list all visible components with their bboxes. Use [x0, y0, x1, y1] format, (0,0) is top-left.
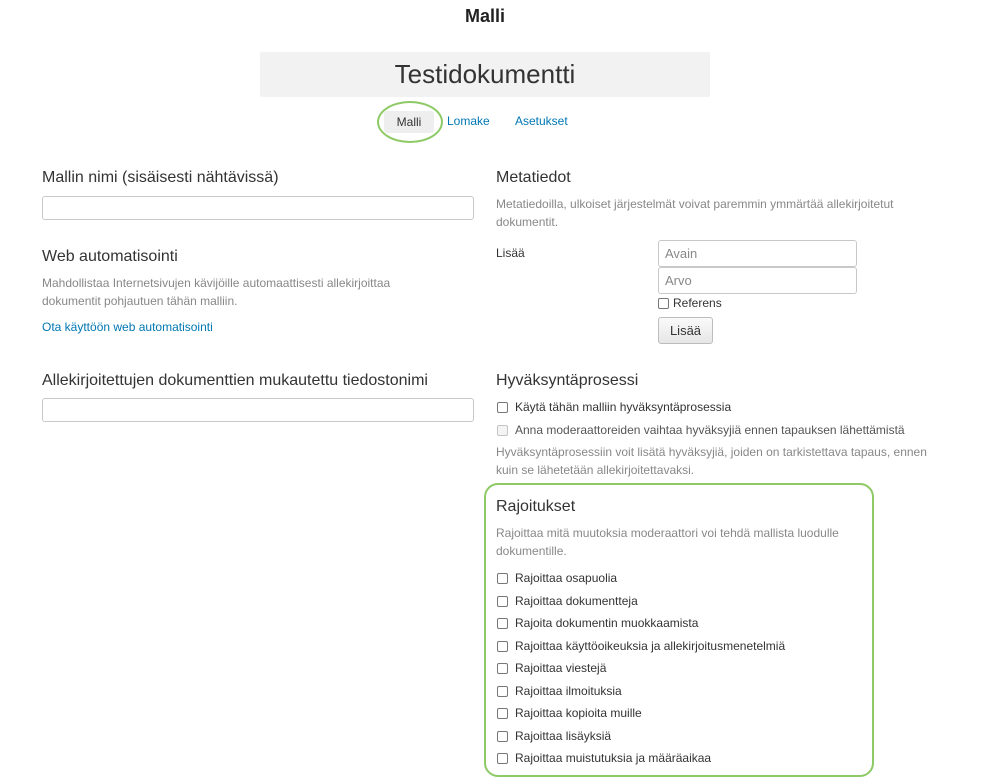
restriction-label: Rajoittaa lisäyksiä — [515, 729, 612, 743]
enable-web-automation-link[interactable]: Ota käyttöön web automatisointi — [42, 320, 213, 334]
restriction-label: Rajoita dokumentin muokkaamista — [515, 616, 699, 630]
approval-description: Hyväksyntäprosessiin voit lisätä hyväksyjiä, joiden on tarkistettava tapaus, ennen kuin se lähetetään allekirjoitettavaksi. — [496, 445, 927, 477]
restriction-label: Rajoittaa käyttöoikeuksia ja allekirjoitusmenetelmiä — [515, 639, 786, 653]
reference-option — [658, 296, 722, 310]
restriction-label: Rajoittaa kopioita muille — [515, 706, 642, 720]
approval-enable-checkbox[interactable] — [497, 402, 508, 413]
restriction-checkbox[interactable] — [497, 753, 508, 764]
restrictions-title: Rajoitukset — [496, 498, 576, 515]
restriction-option — [497, 706, 642, 720]
restriction-checkbox[interactable] — [497, 663, 508, 674]
restriction-checkbox[interactable] — [497, 708, 508, 719]
approval-title: Hyväksyntäprosessi — [496, 372, 639, 389]
metadata-add-button[interactable]: Lisää — [658, 317, 713, 344]
custom-filename-input[interactable] — [42, 398, 474, 422]
restriction-option — [497, 571, 617, 585]
restriction-label: Rajoittaa ilmoituksia — [515, 684, 622, 698]
reference-label: Referens — [673, 296, 722, 310]
metadata-description: Metatiedoilla, ulkoiset järjestelmät voivat paremmin ymmärtää allekirjoitetut dokumentit. — [496, 197, 894, 229]
approval-moderators-checkbox — [497, 425, 508, 436]
approval-option-moderators — [497, 423, 905, 437]
document-title: Testidokumentti — [394, 59, 576, 89]
restriction-option — [497, 751, 711, 765]
web-automation-title: Web automatisointi — [42, 248, 178, 265]
restriction-label: Rajoittaa muistutuksia ja määräaikaa — [515, 751, 712, 765]
restriction-checkbox[interactable] — [497, 618, 508, 629]
restriction-option — [497, 661, 606, 675]
restriction-checkbox[interactable] — [497, 641, 508, 652]
restriction-checkbox[interactable] — [497, 731, 508, 742]
approval-enable-label: Käytä tähän malliin hyväksyntäprosessia — [515, 400, 732, 414]
restriction-checkbox[interactable] — [497, 573, 508, 584]
restrictions-description: Rajoittaa mitä muutoksia moderaattori voi tehdä mallista luodulle dokumentille. — [496, 526, 839, 558]
restriction-option — [497, 684, 622, 698]
reference-checkbox[interactable] — [658, 298, 669, 309]
custom-filename-title: Allekirjoitettujen dokumenttien mukautettu tiedostonimi — [42, 372, 428, 389]
restriction-label: Rajoittaa viestejä — [515, 661, 607, 675]
restriction-checkbox[interactable] — [497, 596, 508, 607]
template-name-input[interactable] — [42, 196, 474, 220]
restriction-option — [497, 639, 785, 653]
approval-moderators-label: Anna moderaattoreiden vaihtaa hyväksyjiä ennen tapauksen lähettämistä — [515, 423, 905, 437]
approval-option-enable — [497, 400, 731, 414]
metadata-value-input[interactable] — [658, 267, 857, 294]
tab-lomake[interactable]: Lomake — [447, 114, 490, 128]
metadata-add-label: Lisää — [496, 246, 525, 260]
tab-asetukset[interactable]: Asetukset — [515, 114, 568, 128]
restriction-label: Rajoittaa dokumentteja — [515, 594, 638, 608]
tab-malli[interactable]: Malli — [384, 111, 434, 133]
restriction-checkbox[interactable] — [497, 686, 508, 697]
restriction-label: Rajoittaa osapuolia — [515, 571, 618, 585]
template-name-title: Mallin nimi (sisäisesti nähtävissä) — [42, 169, 279, 186]
restriction-option — [497, 729, 611, 743]
restriction-option — [497, 616, 698, 630]
metadata-key-input[interactable] — [658, 240, 857, 267]
page-title: Malli — [464, 6, 505, 26]
document-title-banner — [260, 52, 710, 97]
restriction-option — [497, 594, 638, 608]
web-automation-description: Mahdollistaa Internetsivujen kävijöille automaattisesti allekirjoittaa dokumentit pohjautuen tähän malliin. — [42, 276, 391, 308]
metadata-title: Metatiedot — [496, 169, 571, 186]
